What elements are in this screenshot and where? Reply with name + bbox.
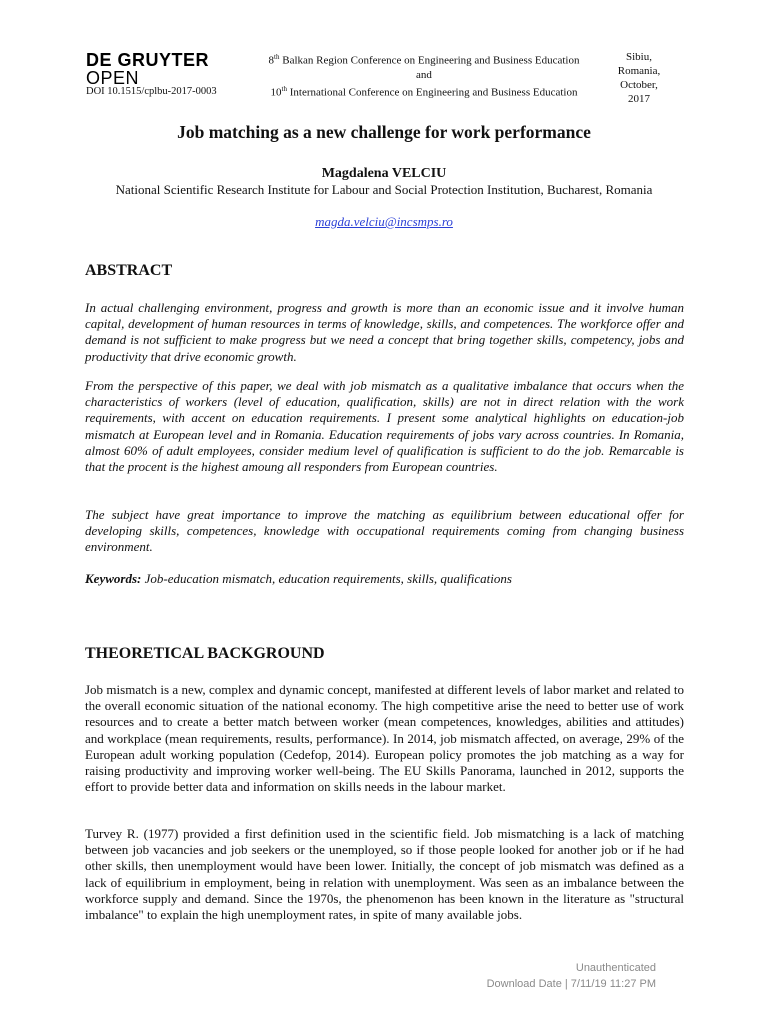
watermark-status: Unauthenticated [575, 962, 656, 974]
doi-label: DOI 10.1515/cplbu-2017-0003 [86, 86, 217, 97]
keywords-label: Keywords: [85, 571, 142, 586]
abstract-heading: ABSTRACT [85, 262, 173, 279]
conference-line-3: 10th International Conference on Engineering and Business Education [270, 84, 578, 99]
abstract-paragraph-1: In actual challenging environment, progress and growth is more than an economic issue and it involve human capital, development of human resources in terms of knowledge, skills, and competences. The workforce offer and demand is not sufficient to make progress but we need a concept that bring together skills, competency, jobs and productivity that drive economic growth. [85, 300, 684, 364]
abstract-paragraph-2: From the perspective of this paper, we deal with job mismatch as a qualitative imbalance that occurs when the characteristics of workers (level of education, qualification, skills) are not in direct relation with the work requirements, with accent on education requirements. I present some analytical highlights on education-job mismatch at European level and in Romania. Education requirements of jobs vary across countries. In Romania, almost 60% of adult employees, consider medium level of qualification is sufficient to do the job. Remarcable is that the procent is the highest amoung all responders from European countries. [85, 378, 684, 475]
theory-heading: THEORETICAL BACKGROUND [85, 645, 325, 662]
theory-paragraph-2: Turvey R. (1977) provided a first definition used in the scientific field. Job mismatching is a lack of matching between job vacancies and job seekers or the unemployed, so if those people looked for another job or if he had other skills, then unemployment would have been lower. Initially, the concept of job mismatch was defined as a lack of equilibrium in employment, being in relation with unemployment. Was seen as an imbalance between the workforce supply and demand. Since the 1970s, the phenomenon has been known in the literature as "structural imbalance" to explain the high unemployment rates, in spite of many available jobs. [85, 826, 684, 923]
page-header [86, 46, 686, 106]
place-line: Sibiu, [626, 51, 652, 63]
place-line: Romania, [617, 65, 661, 77]
publisher-logo-line2: OPEN [86, 68, 140, 88]
paper-title: Job matching as a new challenge for work performance [177, 122, 591, 142]
place-line: 2017 [628, 93, 650, 105]
author-email-link[interactable]: magda.velciu@incsmps.ro [315, 214, 453, 229]
author-affiliation: National Scientific Research Institute for Labour and Social Protection Institution, Bucharest, Romania [115, 182, 653, 197]
publisher-logo-line1: DE GRUYTER [86, 50, 210, 70]
watermark-download-date: Download Date | 7/11/19 11:27 PM [486, 978, 656, 990]
abstract-paragraph-3: The subject have great importance to improve the matching as equilibrium between educational offer for developing skills, competences, knowledge with occupational requirements coming from changing business environment. [85, 507, 684, 555]
conference-info [254, 50, 594, 99]
keywords [85, 571, 684, 587]
conference-line-2: and [416, 68, 432, 81]
conference-line-1: 8th Balkan Region Conference on Engineering and Business Education [268, 53, 580, 67]
author-name: Magdalena VELCIU [321, 166, 447, 181]
theory-paragraph-1: Job mismatch is a new, complex and dynamic concept, manifested at different levels of labor market and related to the overall economic situation of the national economy. The high competitive arise the need to better use of work resources and to create a better match between worker (mean competences, knowledges, abilities and attitudes) and workplace (mean requirements, results, performance). In 2014, job mismatch affected, on average, 29% of the European adult working population (Cedefop, 2014). European policy promotes the job matching as a way for raising productivity and improving worker well-being. The EU Skills Panorama, launched in 2012, supports the effort to provide better data and information on skills needs in the labour market. [85, 682, 684, 795]
conference-place-date [606, 50, 672, 106]
keywords-text: Job-education mismatch, education requirements, skills, qualifications [141, 571, 512, 586]
place-line: October, [620, 79, 658, 91]
